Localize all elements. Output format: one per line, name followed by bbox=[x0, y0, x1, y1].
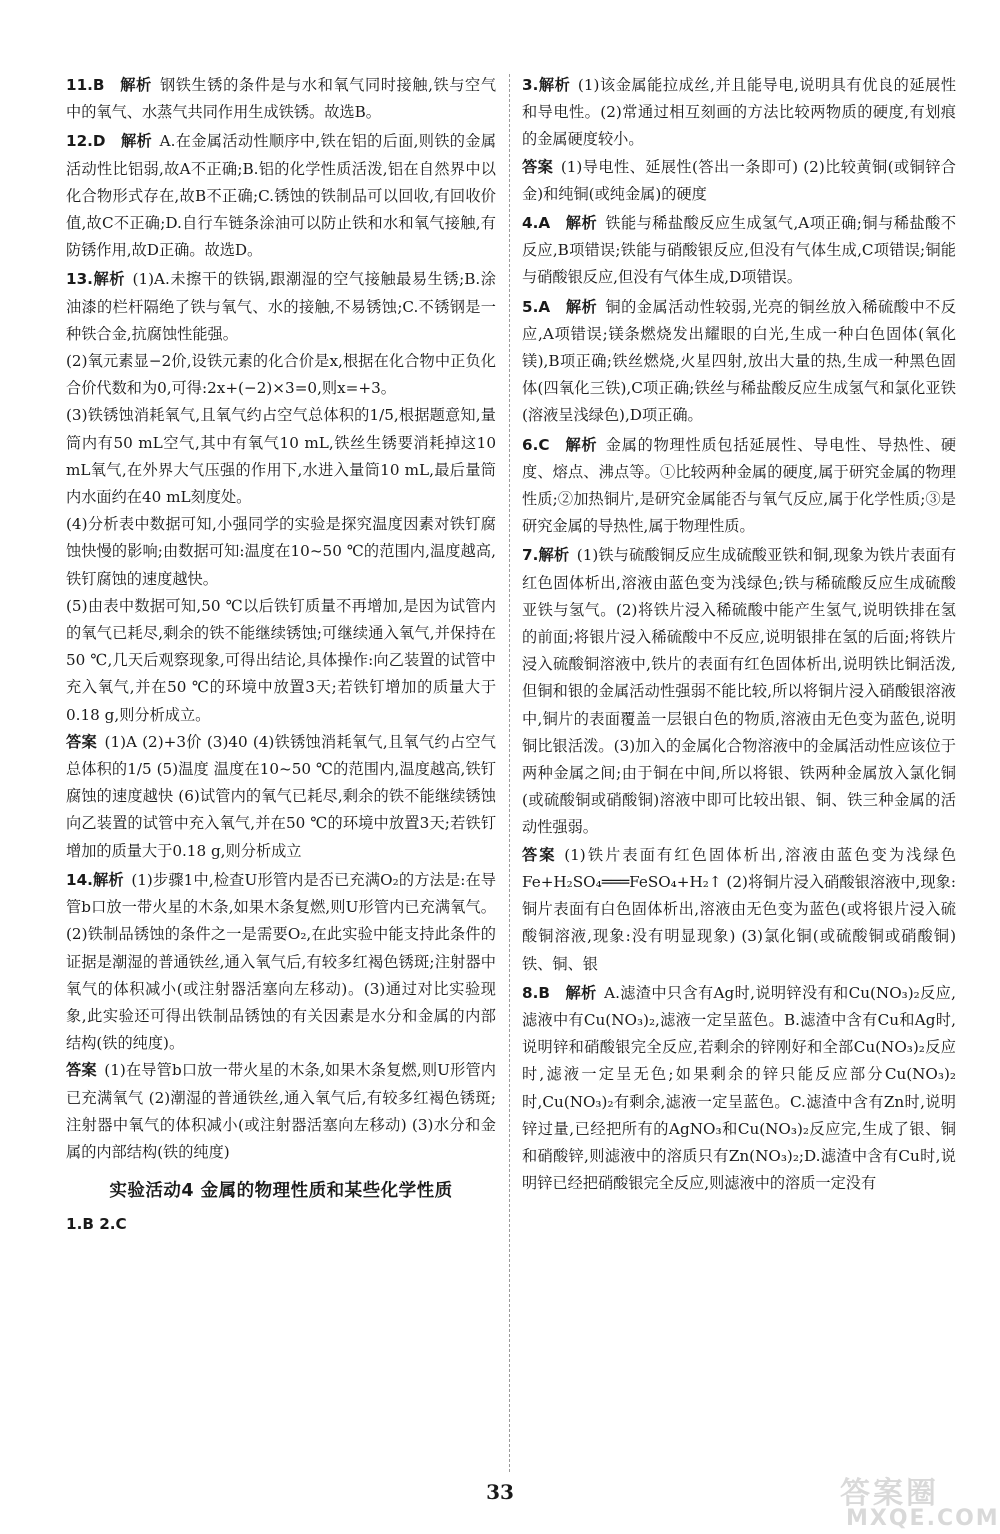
question-item bbox=[66, 867, 496, 1166]
watermark-logo bbox=[832, 1470, 1000, 1531]
answer-text: (1)导电性、延展性(答出一条即可) (2)比较黄铜(或铜锌合金)和纯铜(或纯金属)的硬度 bbox=[522, 157, 956, 203]
explanation-paragraph bbox=[522, 432, 956, 541]
question-number: 3. bbox=[522, 76, 539, 94]
question-item bbox=[66, 72, 496, 126]
question-item bbox=[522, 294, 956, 430]
explanation-label: 解析 bbox=[92, 870, 124, 889]
explanation-text: 金属的物理性质包括延展性、导电性、导热性、硬度、熔点、沸点等。①比较两种金属的硬度,属于研究金属的物理性质;②加热铜片,是研究金属能否与氧气反应,属于化学性质;③是研究金属的导热性,属于物理性质。 bbox=[522, 435, 957, 536]
explanation-paragraph bbox=[66, 402, 496, 511]
explanation-label: 解析 bbox=[120, 132, 153, 151]
explanation-label: 解析 bbox=[565, 983, 597, 1002]
explanation-text: A.滤渣中只含有Ag时,说明锌没有和Cu(NO₃)₂反应,滤液中有Cu(NO₃)₂,滤液一定呈蓝色。B.滤渣中含有Cu和Ag时,说明锌和硝酸银完全反应,若剩余的锌刚好和全部Cu(NO₃)₂反应时,滤液一定呈无色;如果剩余的锌只能反应部分Cu(NO₃)₂时,Cu(NO₃)₂有剩余,滤液一定呈蓝色。C.滤渣中含有Zn时,说明锌过量,已经把所有的AgNO₃和Cu(NO₃)₂反应完,生成了银、铜和硝酸锌,则滤液中的溶质只有Zn(NO₃)₂;D.滤渣中含有Cu时,说明锌已经把硝酸银完全反应,则滤液中的溶质一定没有 bbox=[522, 983, 957, 1193]
choice-letter: D bbox=[92, 132, 106, 151]
choice-letter: C bbox=[538, 435, 550, 454]
explanation-text: (1)A.未擦干的铁锅,跟潮湿的空气接触最易生锈;B.涂油漆的栏杆隔绝了铁与氧气、水的接触,不易锈蚀;C.不锈钢是一种铁合金,抗腐蚀性能强。 bbox=[66, 270, 496, 343]
explanation-paragraph bbox=[522, 210, 956, 292]
explanation-paragraph bbox=[66, 266, 496, 348]
explanation-paragraph bbox=[66, 128, 496, 264]
explanation-label: 解析 bbox=[538, 76, 571, 94]
explanation-text: 铁能与稀盐酸反应生成氢气,A项正确;铜与稀盐酸不反应,B项错误;铁能与硝酸银反应,但没有气体生成,C项错误;铜能与硝酸银反应,但没有气体生成,D项错误。 bbox=[522, 214, 957, 287]
choice-letter: A bbox=[538, 214, 551, 233]
answer-paragraph bbox=[522, 154, 956, 208]
explanation-text: (1)铁与硫酸铜反应生成硫酸亚铁和铜,现象为铁片表面有红色固体析出,溶液由蓝色变为浅绿色;铁与稀硫酸反应生成硫酸亚铁与氢气。(2)将铁片浸入稀硫酸中能产生氢气,说明铁排在氢的前面;将银片浸入稀硫酸中不反应,说明银排在氢的后面;将铁片浸入硫酸铜溶液中,铁片的表面有红色固体析出,说明铁比铜活泼,但铜和银的金属活动性强弱不能比较,所以将铜片浸入硝酸银溶液中,铜片的表面覆盖一层银白色的物质,溶液由无色变为蓝色,说明铜比银活泼。(3)加入的金属化合物溶液中的金属活动性应该位于两种金属之间;由于铜在中间,所以将银、铁两种金属放入氯化铜(或硫酸铜或硝酸铜)溶液中即可比较出银、铜、铁三种金属的活动性强弱。 bbox=[522, 546, 957, 837]
explanation-paragraph bbox=[522, 542, 956, 841]
question-number: 4. bbox=[522, 214, 539, 233]
question-number: 8. bbox=[522, 983, 539, 1002]
section-title: 实验活动4 金属的物理性质和某些化学性质 bbox=[109, 1181, 453, 1202]
explanation-label: 解析 bbox=[92, 270, 125, 289]
explanation-label: 解析 bbox=[564, 435, 598, 454]
question-item bbox=[522, 210, 956, 292]
question-number: 14. bbox=[66, 870, 93, 889]
choice-letter: B bbox=[538, 983, 550, 1002]
answer-text: (1)A (2)+3价 (3)40 (4)铁锈蚀消耗氧气,且氧气约占空气总体积的1/5 (5)温度 温度在10~50 ℃的范围内,温度越高,铁钉腐蚀的速度越快 (6)试管内的氧气已耗尽,剩余的铁不能继续锈蚀 向乙装置的试管中充入氧气,并在50 ℃的环境中放置3天;若铁钉增加的质量大于0.18 g,则分析成立 bbox=[66, 732, 496, 860]
watermark-text-bottom: MXQE.COM bbox=[846, 1506, 1000, 1531]
explanation-label: 解析 bbox=[538, 546, 570, 565]
answer-label: 答案 bbox=[66, 732, 97, 751]
question-number: 11. bbox=[66, 76, 93, 94]
choice-letter: B bbox=[92, 76, 105, 94]
question-number: 12. bbox=[66, 132, 93, 151]
answer-label: 答案 bbox=[522, 157, 554, 176]
explanation-text: (5)由表中数据可知,50 ℃以后铁钉质量不再增加,是因为试管内的氧气已耗尽,剩余的铁不能继续锈蚀;可继续通入氧气,并保持在50 ℃,几天后观察现象,可得出结论,具体操作:向乙装置的试管中充入氧气,并在50 ℃的环境中放置3天;若铁钉增加的质量大于0.18 g,则分析成立。 bbox=[66, 596, 496, 724]
explanation-paragraph bbox=[66, 593, 496, 729]
answer-paragraph bbox=[66, 729, 496, 865]
explanation-label: 解析 bbox=[565, 214, 598, 233]
explanation-text: (4)分析表中数据可知,小强同学的实验是探究温度因素对铁钉腐蚀快慢的影响;由数据可知:温度在10~50 ℃的范围内,温度越高,铁钉腐蚀的速度越快。 bbox=[66, 515, 496, 588]
explanation-text: (1)步骤1中,检查U形管内是否已充满O₂的方法是:在导管b口放一带火星的木条,如果木条复燃,则U形管内已充满氧气。(2)铁制品锈蚀的条件之一是需要O₂,在此实验中能支持此条件的证据是潮湿的普通铁丝,通入氧气后,有较多红褐色锈斑;注射器中氧气的体积减小(或注射器活塞向左移动)。(3)通过对比实验现象,此实验还可得出铁制品锈蚀的有关因素是水分和金属的内部结构(铁的纯度)。 bbox=[66, 870, 497, 1053]
choice-letter: A bbox=[538, 297, 551, 316]
left-column bbox=[66, 72, 496, 1239]
explanation-text: (1)该金属能拉成丝,并且能导电,说明具有优良的延展性和导电性。(2)常通过相互刻画的方法比较两物质的硬度,有划痕的金属硬度较小。 bbox=[522, 76, 957, 149]
explanation-text: 钢铁生锈的条件是与水和氧气同时接触,铁与空气中的氧气、水蒸气共同作用生成铁锈。故选B。 bbox=[66, 76, 497, 122]
answer-text: (1)铁片表面有红色固体析出,溶液由蓝色变为浅绿色 Fe+H₂SO₄═══FeSO₄+H₂↑ (2)将铜片浸入硝酸银溶液中,现象:铜片表面有白色固体析出,溶液由无色变为蓝色(或将银片浸入硫酸铜溶液,现象:没有明显现象) (3)氯化铜(或硫酸铜或硝酸铜) 铁、铜、银 bbox=[522, 845, 957, 973]
question-item bbox=[522, 980, 956, 1198]
answer-label: 答案 bbox=[66, 1061, 97, 1080]
explanation-text: A.在金属活动性顺序中,铁在铝的后面,则铁的金属活动性比铝弱,故A不正确;B.铝的化学性质活泼,铝在自然界中以化合物形式存在,故B不正确;C.锈蚀的铁制品可以回收,有回收价值,故C不正确;D.自行车链条涂油可以防止铁和水和氧气接触,有防锈作用,故D正确。故选D。 bbox=[66, 132, 497, 260]
column-divider bbox=[509, 74, 510, 1472]
question-item bbox=[66, 128, 496, 264]
explanation-paragraph bbox=[522, 72, 956, 154]
explanation-text: (2)氧元素显−2价,设铁元素的化合价是x,根据在化合物中正负化合价代数和为0,可得:2x+(−2)×3=0,则x=+3。 bbox=[66, 352, 496, 398]
question-number: 6. bbox=[522, 435, 539, 454]
right-column bbox=[522, 72, 956, 1199]
question-item bbox=[522, 72, 956, 208]
answer-paragraph bbox=[522, 842, 956, 978]
explanation-text: 铜的金属活动性较弱,光亮的铜丝放入稀硫酸中不反应,A项错误;镁条燃烧发出耀眼的白光,生成一种白色固体(氧化镁),B项正确;铁丝燃烧,火星四射,放出大量的热,生成一种黑色固体(四氧化三铁),C项正确;铁丝与稀盐酸反应生成氢气和氯化亚铁(溶液呈浅绿色),D项正确。 bbox=[522, 297, 957, 425]
explanation-paragraph bbox=[66, 511, 496, 593]
explanation-paragraph bbox=[66, 867, 496, 1057]
explanation-label: 解析 bbox=[119, 76, 152, 94]
answer-text: (1)在导管b口放一带火星的木条,如果木条复燃,则U形管内已充满氧气 (2)潮湿的普通铁丝,通入氧气后,有较多红褐色锈斑;注射器中氧气的体积减小(或注射器活塞向左移动) (3)水分和金属的内部结构(铁的纯度) bbox=[66, 1061, 496, 1161]
answer-paragraph bbox=[66, 1057, 496, 1166]
explanation-label: 解析 bbox=[565, 297, 598, 316]
explanation-paragraph bbox=[66, 72, 496, 126]
question-item bbox=[522, 542, 956, 977]
question-number: 13. bbox=[66, 270, 93, 289]
page-number: 33 bbox=[486, 1480, 514, 1504]
short-answers: 1.B 2.C bbox=[66, 1215, 127, 1234]
question-number: 7. bbox=[522, 546, 539, 565]
question-item bbox=[66, 266, 496, 864]
explanation-paragraph bbox=[522, 980, 956, 1198]
question-number: 5. bbox=[522, 297, 539, 316]
explanation-paragraph bbox=[66, 348, 496, 402]
answer-label: 答案 bbox=[522, 845, 557, 864]
watermark-text-top: 答案圈 bbox=[840, 1476, 939, 1511]
explanation-text: (3)铁锈蚀消耗氧气,且氧气约占空气总体积的1/5,根据题意知,量筒内有50 mL空气,其中有氧气10 mL,铁丝生锈要消耗掉这10 mL氧气,在外界大气压强的作用下,水进入量筒10 mL,最后量筒内水面约在40 mL刻度处。 bbox=[66, 406, 496, 507]
question-item bbox=[522, 432, 956, 541]
explanation-paragraph bbox=[522, 294, 956, 430]
